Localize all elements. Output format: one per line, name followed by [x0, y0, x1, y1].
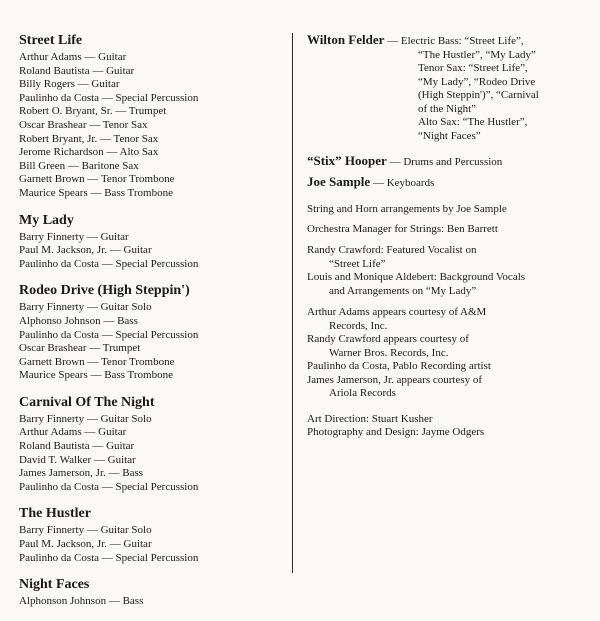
credit-line: David T. Walker — Guitar	[19, 453, 136, 466]
crawford-vocal-note: Randy Crawford: Featured Vocalist on “Street Life”	[307, 244, 477, 270]
track-title: Night Faces	[19, 577, 90, 593]
photography-credit: Photography and Design: Jayme Odgers	[307, 426, 485, 438]
column-divider	[292, 33, 293, 573]
credit-line: Alto Sax: “The Hustler”,	[418, 116, 528, 128]
credit-line: Bill Green — Baritone Sax	[19, 159, 139, 172]
credit-line: Jerome Richardson — Alto Sax	[19, 146, 159, 159]
arrangements-note: String and Horn arrangements by Joe Sample	[307, 203, 507, 215]
track-title: The Hustler	[19, 506, 91, 522]
credit-line: Oscar Brashear — Tenor Sax	[19, 118, 148, 131]
felder-credit	[307, 33, 587, 143]
credit-line: Paulinho da Costa — Special Percussion	[19, 480, 199, 493]
track-section	[19, 283, 284, 383]
credit-role: — Drums and Percussion	[386, 156, 503, 168]
credit-line: “The Hustler”, “My Lady”	[418, 48, 536, 61]
musician-name: Joe Sample	[307, 174, 371, 189]
sample-credit	[307, 174, 587, 191]
credit-line: (High Steppin')”, “Carnival	[418, 89, 539, 101]
credit-line: Barry Finnerty — Guitar Solo	[19, 524, 152, 537]
musician-name: “Stix” Hooper	[307, 153, 387, 168]
credit-line: Barry Finnerty — Guitar Solo	[19, 301, 152, 314]
credit-line: Roland Bautista — Guitar	[19, 440, 135, 453]
credit-line: Roland Bautista — Guitar	[19, 64, 135, 77]
credit-line: Garnett Brown — Tenor Trombone	[19, 355, 175, 368]
credit-line: Robert O. Bryant, Sr. — Trumpet	[19, 105, 167, 118]
credit-line: Barry Finnerty — Guitar Solo	[19, 412, 152, 425]
credit-line: “Night Faces”	[418, 129, 481, 142]
credit-line: Arthur Adams — Guitar	[19, 51, 127, 63]
credit-line: Tenor Sax: “Street Life”,	[418, 62, 528, 74]
adams-courtesy-note: Arthur Adams appears courtesy of A&M Records, Inc.	[307, 306, 487, 332]
jamerson-courtesy-note: James Jamerson, Jr. appears courtesy of Ariola Records	[307, 373, 483, 399]
credit-line: Barry Finnerty — Guitar	[19, 230, 129, 243]
credit-line: Maurice Spears — Bass Trombone	[19, 369, 173, 382]
credit-line: James Jamerson, Jr. — Bass	[19, 467, 144, 480]
credit-line: Robert Bryant, Jr. — Tenor Sax	[19, 132, 159, 145]
credit-line: Paulinho da Costa — Special Percussion	[19, 91, 199, 104]
credit-line: Oscar Brashear — Trumpet	[19, 342, 141, 355]
track-title: My Lady	[19, 212, 74, 228]
credit-line: Maurice Spears — Bass Trombone	[19, 186, 173, 199]
orchestra-note: Orchestra Manager for Strings: Ben Barrett	[307, 222, 498, 235]
credit-line: Paulinho da Costa — Special Percussion	[19, 257, 199, 270]
credit-line: Arthur Adams — Guitar	[19, 426, 127, 439]
left-column	[19, 33, 284, 621]
right-column	[307, 33, 587, 440]
credit-role: — Keyboards	[370, 177, 435, 189]
track-title: Street Life	[19, 33, 83, 48]
credit-line: Paul M. Jackson, Jr. — Guitar	[19, 538, 152, 551]
track-section	[19, 33, 284, 201]
credit-line: Alphonson Johnson — Bass	[19, 595, 144, 608]
credit-line: “My Lady”, “Rodeo Drive	[418, 75, 536, 88]
track-section	[19, 213, 284, 272]
track-title: Carnival Of The Night	[19, 394, 155, 410]
credit-line: Paulinho da Costa — Special Percussion	[19, 551, 199, 564]
credit-line: Paul M. Jackson, Jr. — Guitar	[19, 244, 152, 257]
crawford-courtesy-note: Randy Crawford appears courtesy of Warner Bros. Records, Inc.	[307, 333, 469, 359]
credit-line: Garnett Brown — Tenor Trombone	[19, 173, 175, 186]
aldebert-note: Louis and Monique Aldebert: Background Vocals and Arrangements on “My Lady”	[307, 271, 526, 297]
credit-line: Alphonso Johnson — Bass	[19, 314, 138, 327]
track-section	[19, 506, 284, 565]
hooper-credit	[307, 153, 587, 170]
musician-name: Wilton Felder	[307, 32, 385, 47]
track-section	[19, 577, 284, 609]
track-title: Rodeo Drive (High Steppin')	[19, 283, 190, 299]
credit-line: of the Night”	[418, 102, 477, 115]
dacosta-note: Paulinho da Costa, Pablo Recording artist	[307, 360, 491, 372]
track-section	[19, 395, 284, 495]
credit-line: Paulinho da Costa — Special Percussion	[19, 328, 199, 341]
credit-line: — Electric Bass: “Street Life”,	[387, 35, 524, 47]
art-direction-credit: Art Direction: Stuart Kusher	[307, 412, 433, 425]
credit-line: Billy Rogers — Guitar	[19, 78, 120, 91]
